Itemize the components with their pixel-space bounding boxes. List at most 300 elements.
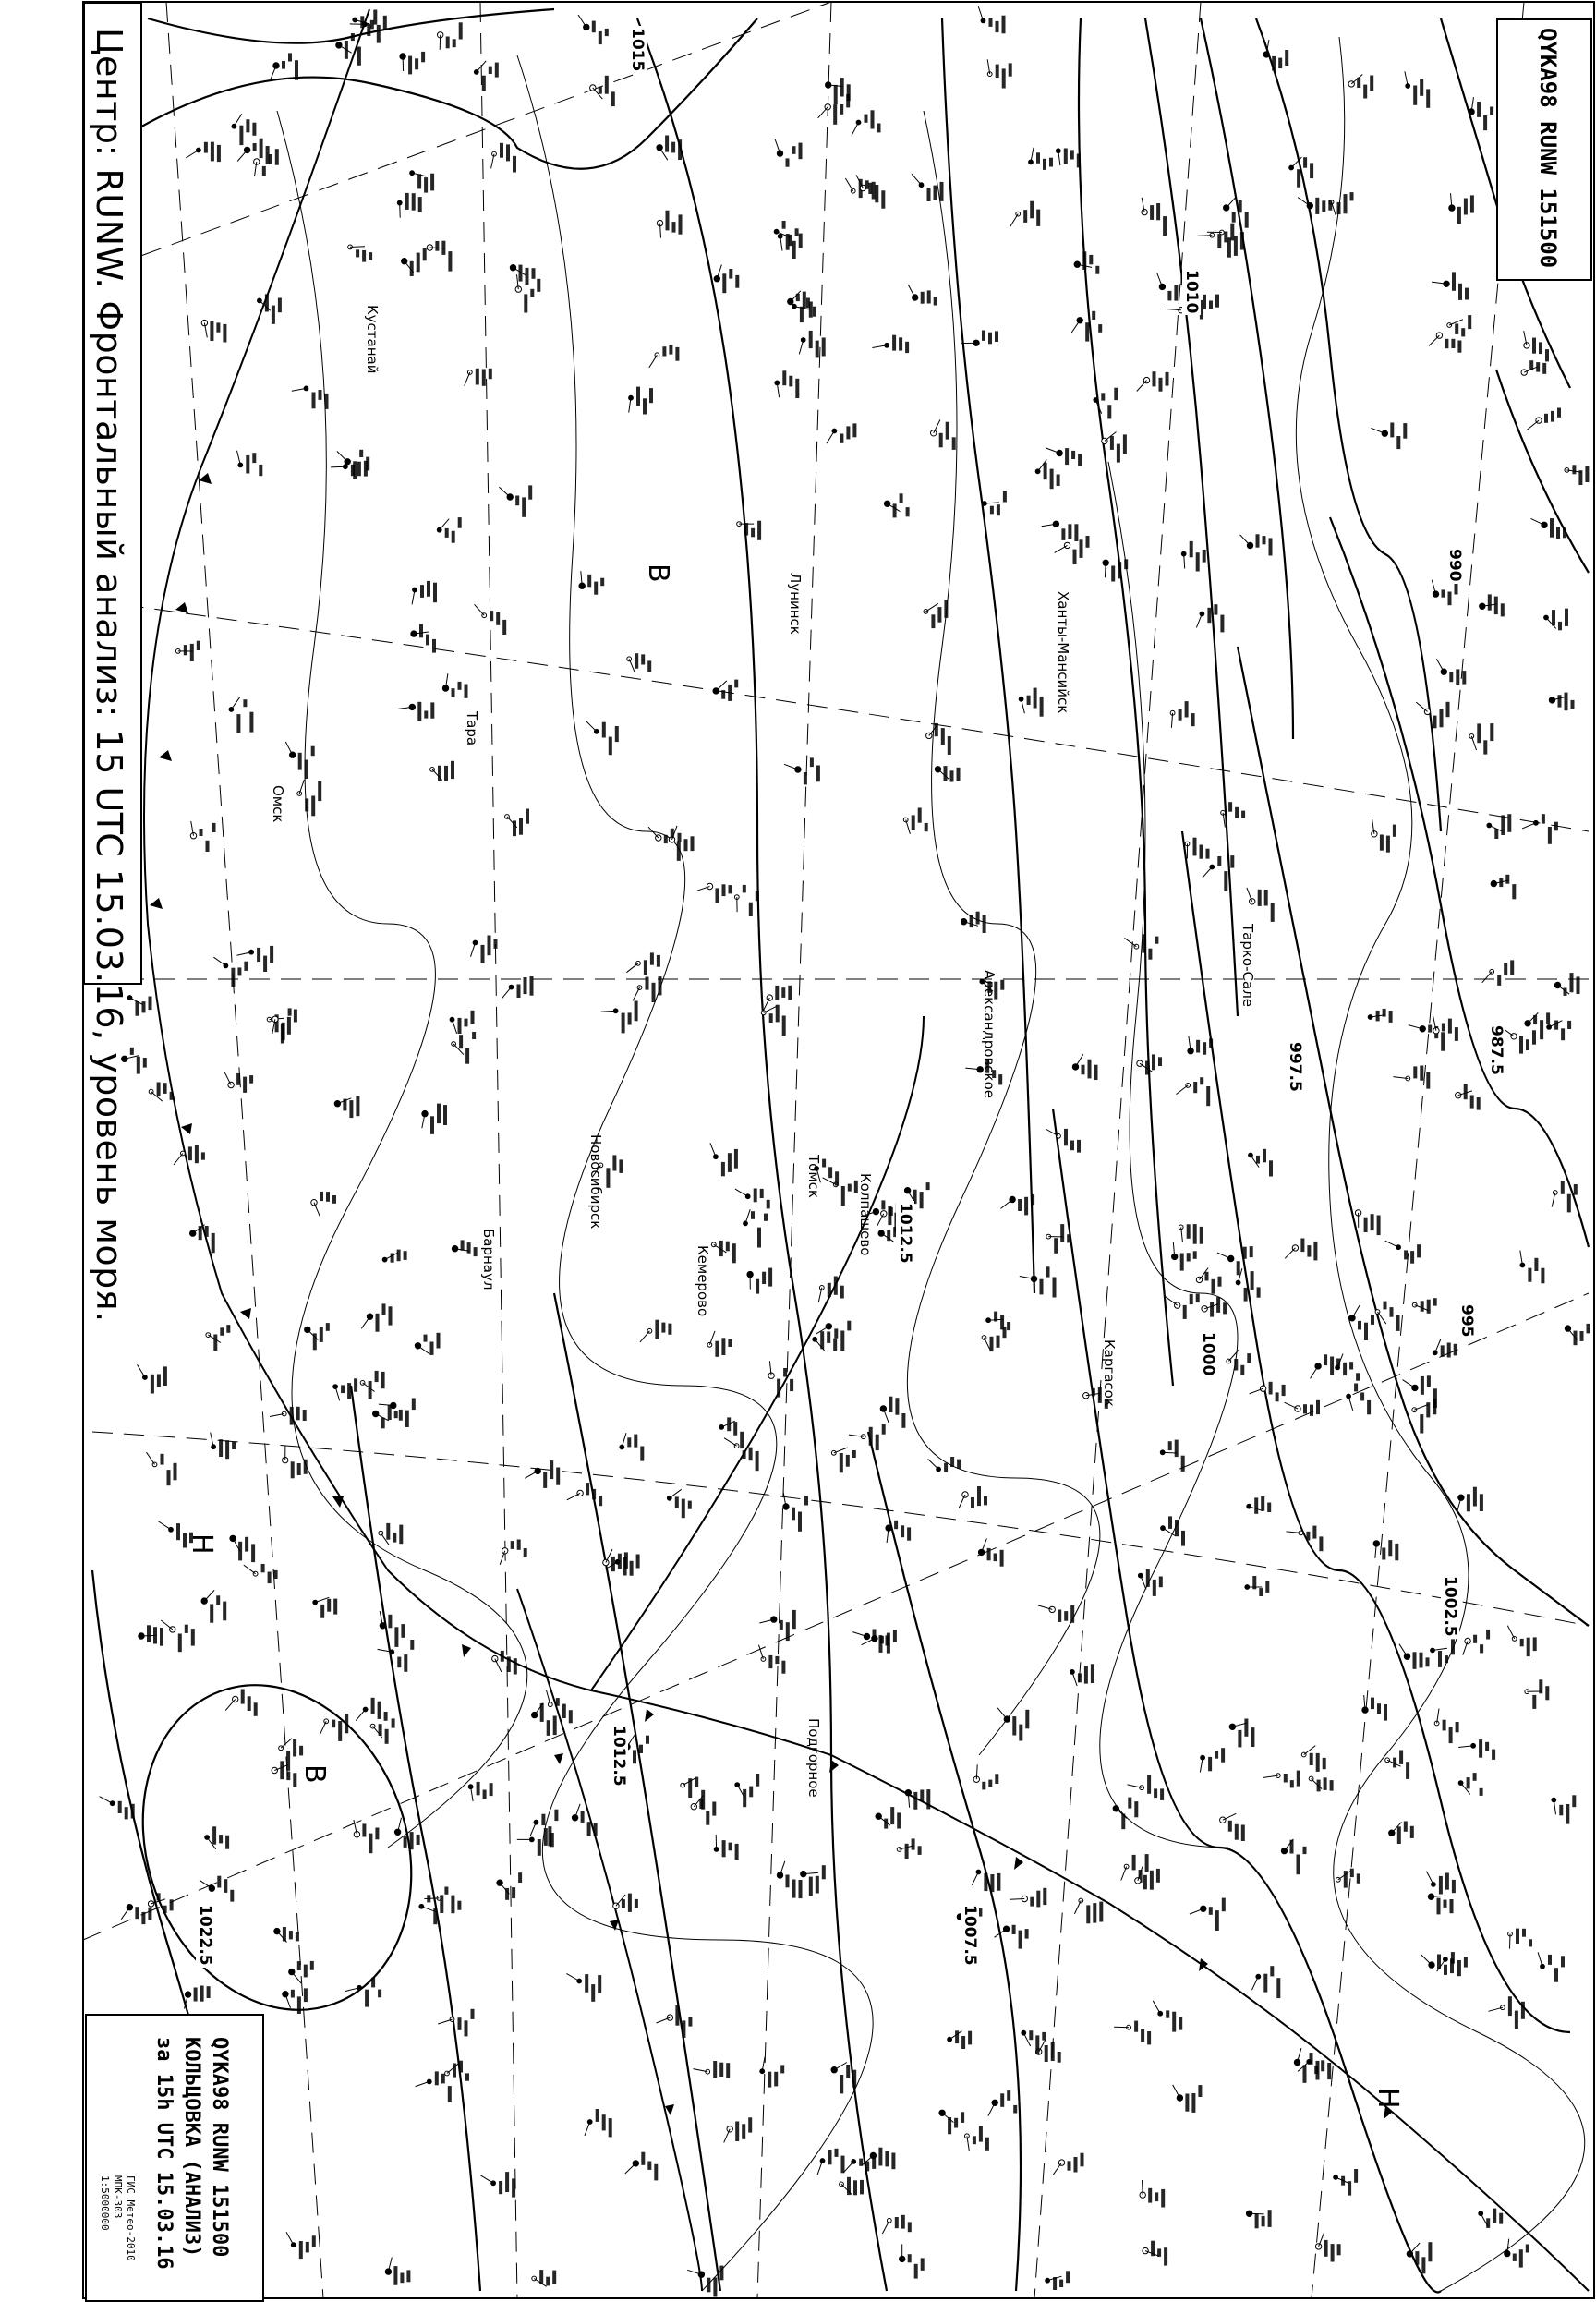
station-marker [1409, 1025, 1445, 1051]
station-marker [1565, 465, 1589, 485]
station-marker [225, 1690, 258, 1716]
station-marker [502, 976, 533, 999]
station-marker [474, 61, 498, 91]
station-marker [735, 1189, 770, 1209]
station-marker [1412, 1298, 1436, 1314]
station-marker [1042, 521, 1079, 541]
station-marker [1153, 2001, 1182, 2032]
station-marker [620, 1433, 644, 1460]
isobar-label: 1002.5 [1441, 1574, 1459, 1639]
station-marker [1245, 1576, 1269, 1596]
station-marker [744, 1209, 768, 1247]
station-marker [1469, 723, 1493, 755]
isobar-label: 1007.5 [961, 1903, 979, 1968]
station-marker [876, 1807, 901, 1829]
station-marker [998, 1708, 1029, 1741]
station-marker [1349, 1305, 1374, 1340]
isobar-label: 990 [1445, 547, 1464, 584]
legend-line-6: 1:5000000 [99, 2175, 111, 2231]
station-marker [1196, 604, 1224, 632]
station-marker [1373, 1540, 1398, 1560]
station-marker [710, 1143, 738, 1176]
station-marker [605, 1555, 640, 1576]
station-marker [1227, 1351, 1251, 1375]
station-marker [1036, 2039, 1061, 2063]
station-marker [1229, 1719, 1254, 1748]
station-marker [948, 2030, 972, 2049]
station-marker [567, 1483, 602, 1506]
station-marker [1055, 536, 1090, 564]
city-label: Тара [464, 711, 480, 745]
station-marker [427, 241, 452, 272]
station-marker [1176, 1077, 1210, 1106]
station-marker [1188, 1036, 1213, 1055]
station-marker [237, 946, 274, 972]
station-marker [823, 1178, 858, 1206]
station-marker [1554, 973, 1579, 996]
station-marker [1427, 1872, 1456, 1895]
station-marker [1071, 311, 1102, 342]
station-marker [1252, 1966, 1281, 1998]
station-marker [978, 6, 1005, 33]
station-marker [1334, 2169, 1358, 2196]
station-marker [897, 1838, 921, 1859]
city-label: Омск [270, 785, 286, 822]
station-marker [1072, 1054, 1097, 1080]
station-marker [410, 171, 434, 193]
station-marker [201, 320, 226, 342]
coastlines [277, 37, 1585, 2291]
station-marker [525, 1460, 560, 1488]
station-marker [1531, 518, 1567, 539]
station-marker [370, 1718, 394, 1743]
station-marker [1480, 594, 1505, 616]
title-band: Центр: RUNW. Фронтальный анализ: 15 UTC 15.03.16, уровень моря. [89, 28, 129, 1323]
station-marker [1521, 360, 1546, 375]
station-marker [840, 2177, 864, 2196]
station-marker [775, 370, 799, 398]
station-marker [1294, 2048, 1319, 2083]
station-marker [986, 1312, 1010, 1331]
station-marker [961, 331, 998, 346]
isobar-label: 997.5 [1286, 1040, 1304, 1094]
station-marker [935, 766, 960, 781]
station-marker [190, 821, 215, 852]
station-marker [586, 721, 618, 756]
city-label: Ханты-Мансийск [1055, 591, 1071, 713]
station-marker [799, 331, 825, 358]
station-marker [1507, 1626, 1536, 1656]
station-marker [1202, 1297, 1227, 1317]
station-marker [1362, 1695, 1387, 1721]
station-marker [983, 491, 1007, 515]
station-marker [1287, 1526, 1324, 1552]
station-marker [987, 59, 1012, 88]
station-marker [734, 885, 758, 916]
station-marker [657, 2005, 693, 2038]
station-marker [186, 142, 221, 162]
station-marker [206, 1325, 230, 1351]
station-marker [1456, 1084, 1481, 1109]
station-marker [1336, 1869, 1360, 1888]
station-marker [882, 2215, 911, 2234]
station-marker [900, 2244, 925, 2278]
station-marker [784, 757, 820, 784]
station-marker [1491, 875, 1516, 900]
station-marker [1458, 1773, 1482, 1796]
city-label: Лунинск [787, 573, 804, 635]
station-marker [411, 624, 436, 653]
station-marker [1029, 148, 1053, 170]
station-marker [1240, 534, 1273, 555]
station-marker [1200, 1748, 1225, 1772]
station-marker [880, 1397, 905, 1428]
station-marker [625, 2152, 659, 2181]
station-marker [450, 1011, 474, 1034]
station-marker [965, 2126, 989, 2151]
station-marker [348, 245, 372, 262]
high-center: В [642, 563, 674, 583]
isobar-label: 987.5 [1487, 1024, 1505, 1077]
station-marker [1432, 272, 1469, 300]
station-marker [585, 2109, 612, 2137]
station-marker [1547, 1021, 1571, 1041]
station-marker [711, 1241, 735, 1263]
station-marker [694, 2061, 731, 2078]
station-marker [532, 2270, 556, 2286]
station-marker [903, 808, 927, 834]
station-marker [1196, 1268, 1221, 1294]
isobar-label: 995 [1457, 1302, 1476, 1339]
station-marker [397, 702, 434, 721]
station-marker [1315, 2233, 1340, 2261]
station-marker [500, 1540, 527, 1565]
station-marker [1355, 1210, 1380, 1235]
city-label: Каргасок [1101, 1339, 1118, 1407]
station-marker [213, 957, 248, 987]
station-marker [884, 493, 909, 517]
station-marker [1309, 1776, 1333, 1791]
station-marker [229, 697, 253, 733]
station-marker [1143, 2241, 1167, 2266]
station-marker [1173, 2085, 1203, 2113]
station-marker [201, 1590, 226, 1622]
station-marker [1508, 1929, 1532, 1949]
station-marker [1247, 888, 1275, 922]
legend-line-1: QYKA98 RUNW 151500 [208, 2037, 231, 2257]
station-marker [1552, 1795, 1576, 1823]
station-marker [1505, 2239, 1530, 2268]
station-marker [849, 1424, 886, 1451]
station-marker [1179, 1224, 1203, 1244]
station-marker [1479, 2209, 1503, 2228]
station-marker [237, 451, 263, 476]
fronts [144, 9, 1589, 2291]
station-marker [382, 1250, 406, 1263]
station-marker [1544, 609, 1568, 631]
station-marker [442, 673, 467, 698]
station-marker [532, 1703, 557, 1736]
station-marker [1565, 1324, 1590, 1345]
station-marker [657, 211, 682, 238]
station-marker [1487, 814, 1511, 839]
station-marker [400, 52, 425, 74]
station-marker [1428, 1894, 1453, 1914]
station-marker [1434, 1709, 1458, 1744]
station-marker [272, 1761, 296, 1787]
station-marker [1538, 1952, 1565, 1981]
station-marker [1046, 1129, 1081, 1153]
station-marker [852, 110, 881, 135]
station-marker [1046, 448, 1082, 466]
station-marker [973, 1764, 998, 1789]
station-marker [149, 1083, 173, 1102]
station-marker [1525, 1012, 1550, 1039]
station-marker [1458, 1739, 1495, 1760]
station-marker [305, 1323, 330, 1350]
station-marker [1528, 408, 1562, 430]
station-marker [667, 1489, 691, 1518]
station-marker [1385, 1751, 1409, 1779]
station-marker [1421, 1955, 1454, 1975]
station-marker [1170, 701, 1194, 728]
station-marker [1001, 1194, 1035, 1216]
city-label: Тарко-Сале [1239, 924, 1256, 1007]
station-marker [1403, 1375, 1437, 1408]
station-marker [1046, 1224, 1070, 1254]
station-marker [1247, 1496, 1271, 1514]
station-marker [566, 1973, 601, 2001]
station-marker [1074, 1898, 1103, 1923]
station-marker [297, 780, 321, 816]
station-marker [1166, 1294, 1200, 1319]
station-marker [270, 1407, 307, 1425]
station-marker [1137, 371, 1169, 391]
station-marker [397, 193, 421, 218]
station-marker [345, 1978, 382, 2007]
station-marker [402, 248, 427, 276]
legend-line-2: КОЛЬЦОВКА (АНАЛИЗ) [180, 2037, 203, 2257]
station-marker [1181, 541, 1205, 572]
station-marker [285, 742, 314, 779]
station-marker [818, 1277, 844, 1302]
station-marker [831, 1448, 855, 1472]
station-marker [1368, 1009, 1392, 1023]
station-marker [768, 1361, 793, 1397]
station-marker [224, 1072, 253, 1093]
station-marker [1038, 1605, 1074, 1623]
station-marker [1138, 1569, 1162, 1596]
station-marker [928, 1457, 961, 1472]
occluded-front [144, 9, 1589, 2291]
city-label: Кустанай [364, 305, 381, 373]
station-marker [437, 517, 461, 543]
station-marker [465, 369, 492, 386]
station-marker [354, 1820, 380, 1853]
station-marker [147, 1452, 177, 1485]
city-label: Колпашево [857, 1173, 874, 1255]
city-label: Александровское [981, 970, 998, 1098]
station-marker [232, 114, 256, 145]
station-marker [1264, 1771, 1300, 1788]
station-marker [292, 386, 329, 409]
station-marker [320, 1714, 348, 1741]
station-marker [1019, 688, 1043, 717]
station-marker [578, 15, 609, 44]
station-marker [313, 1597, 337, 1617]
station-marker [468, 1782, 492, 1801]
station-marker [1525, 1679, 1549, 1709]
high-center: В [298, 1764, 331, 1784]
station-marker [1429, 333, 1461, 353]
station-marker [505, 809, 529, 837]
station-marker [1482, 960, 1515, 986]
station-marker [1053, 2153, 1083, 2175]
station-marker [1372, 819, 1396, 853]
station-marker [1160, 1440, 1184, 1472]
station-marker [499, 485, 532, 516]
station-marker [886, 1521, 911, 1543]
station-marker [419, 1895, 443, 1924]
station-marker [1056, 149, 1080, 168]
station-marker [1389, 1822, 1414, 1845]
station-marker [480, 2172, 515, 2197]
station-marker [827, 423, 857, 443]
station-marker [379, 1523, 403, 1545]
station-marker [777, 1861, 802, 1898]
station-marker [579, 571, 604, 594]
station-marker [695, 883, 732, 903]
station-marker [601, 1001, 638, 1034]
header-code: QYKA98 RUNW 151500 [1535, 28, 1561, 268]
city-label: Барнаул [480, 1229, 497, 1290]
station-marker [1220, 1813, 1245, 1841]
station-marker [1190, 1898, 1226, 1931]
station-marker [1114, 2021, 1151, 2045]
station-marker [1142, 198, 1167, 236]
station-marker [230, 1535, 255, 1562]
station-marker [719, 1417, 744, 1448]
isobar-label: 1012.5 [896, 1201, 914, 1266]
station-marker [1463, 1630, 1490, 1655]
station-marker [174, 1145, 205, 1165]
station-marker [1385, 1241, 1421, 1264]
station-marker [283, 1446, 308, 1479]
station-marker [959, 1486, 987, 1508]
station-marker [385, 2258, 410, 2285]
station-marker [1140, 2180, 1165, 2207]
station-marker [1010, 201, 1040, 227]
station-marker [801, 1865, 826, 1896]
isobar-label: 1010 [1182, 268, 1201, 315]
station-marker [1022, 2030, 1046, 2054]
station-marker [491, 143, 516, 173]
city-label: Кемерово [695, 1245, 711, 1316]
station-marker [510, 265, 535, 285]
station-marker [939, 2110, 964, 2134]
isobar-label: 1012.5 [610, 1724, 628, 1788]
station-marker [961, 912, 985, 933]
station-marker [1522, 814, 1558, 844]
isobar-label: 1015 [628, 26, 647, 73]
station-marker [190, 1225, 215, 1254]
station-marker [1371, 423, 1407, 450]
station-marker [1035, 460, 1059, 490]
station-marker [422, 1104, 447, 1134]
station-marker [931, 419, 956, 450]
station-marker [412, 581, 437, 604]
station-marker [1447, 315, 1471, 336]
station-marker [1520, 1251, 1545, 1284]
station-marker [872, 335, 909, 353]
station-marker [988, 2090, 1017, 2116]
station-marker [1549, 693, 1574, 711]
station-marker [1405, 71, 1430, 108]
legend-line-4: ГИС Метео-2010 [125, 2175, 137, 2261]
station-marker [724, 2117, 753, 2142]
station-marker [1070, 1664, 1094, 1686]
legend-line-5: МПК-303 [112, 2175, 124, 2218]
station-marker [908, 285, 937, 306]
station-marker [1217, 1246, 1253, 1275]
station-marker [713, 680, 738, 701]
station-marker [415, 1333, 440, 1355]
station-marker [416, 2071, 452, 2102]
station-marker [714, 1835, 738, 1860]
station-marker [1449, 193, 1474, 224]
station-marker [334, 1096, 359, 1118]
station-marker [613, 1894, 638, 1912]
station-marker [452, 1032, 476, 1064]
station-marker [497, 1872, 522, 1900]
station-marker [982, 1327, 1006, 1351]
station-marker [1502, 1027, 1536, 1053]
station-marker [1103, 559, 1128, 581]
station-marker [649, 345, 680, 368]
station-marker [1249, 1149, 1273, 1177]
station-marker [747, 1268, 772, 1294]
station-marker [1285, 1400, 1321, 1416]
station-marker [1457, 1487, 1483, 1512]
station-marker [1172, 1242, 1197, 1271]
station-marker [361, 1303, 392, 1331]
station-marker [590, 76, 615, 106]
station-marker [445, 2061, 469, 2081]
city-label: Подгорное [805, 1718, 822, 1798]
station-marker [1246, 2210, 1271, 2228]
station-marker [356, 1698, 387, 1721]
station-marker [1185, 838, 1209, 859]
station-marker [311, 1192, 336, 1217]
station-marker [360, 1371, 384, 1399]
station-marker [1161, 1516, 1185, 1545]
station-marker [775, 139, 802, 167]
station-marker [1348, 75, 1373, 99]
station-marker [759, 1645, 786, 1674]
station-marker [438, 22, 463, 50]
station-marker [1399, 1644, 1430, 1669]
station-marker [1375, 1302, 1399, 1331]
station-marker [1074, 251, 1099, 273]
station-marker [1128, 1775, 1165, 1800]
isobars [92, 9, 1589, 2292]
station-marker [211, 1433, 236, 1460]
station-marker [1432, 580, 1457, 606]
city-label: Новосибирск [587, 1134, 604, 1229]
station-marker [127, 996, 151, 1016]
station-marker [633, 976, 661, 1002]
station-marker [452, 1240, 477, 1256]
